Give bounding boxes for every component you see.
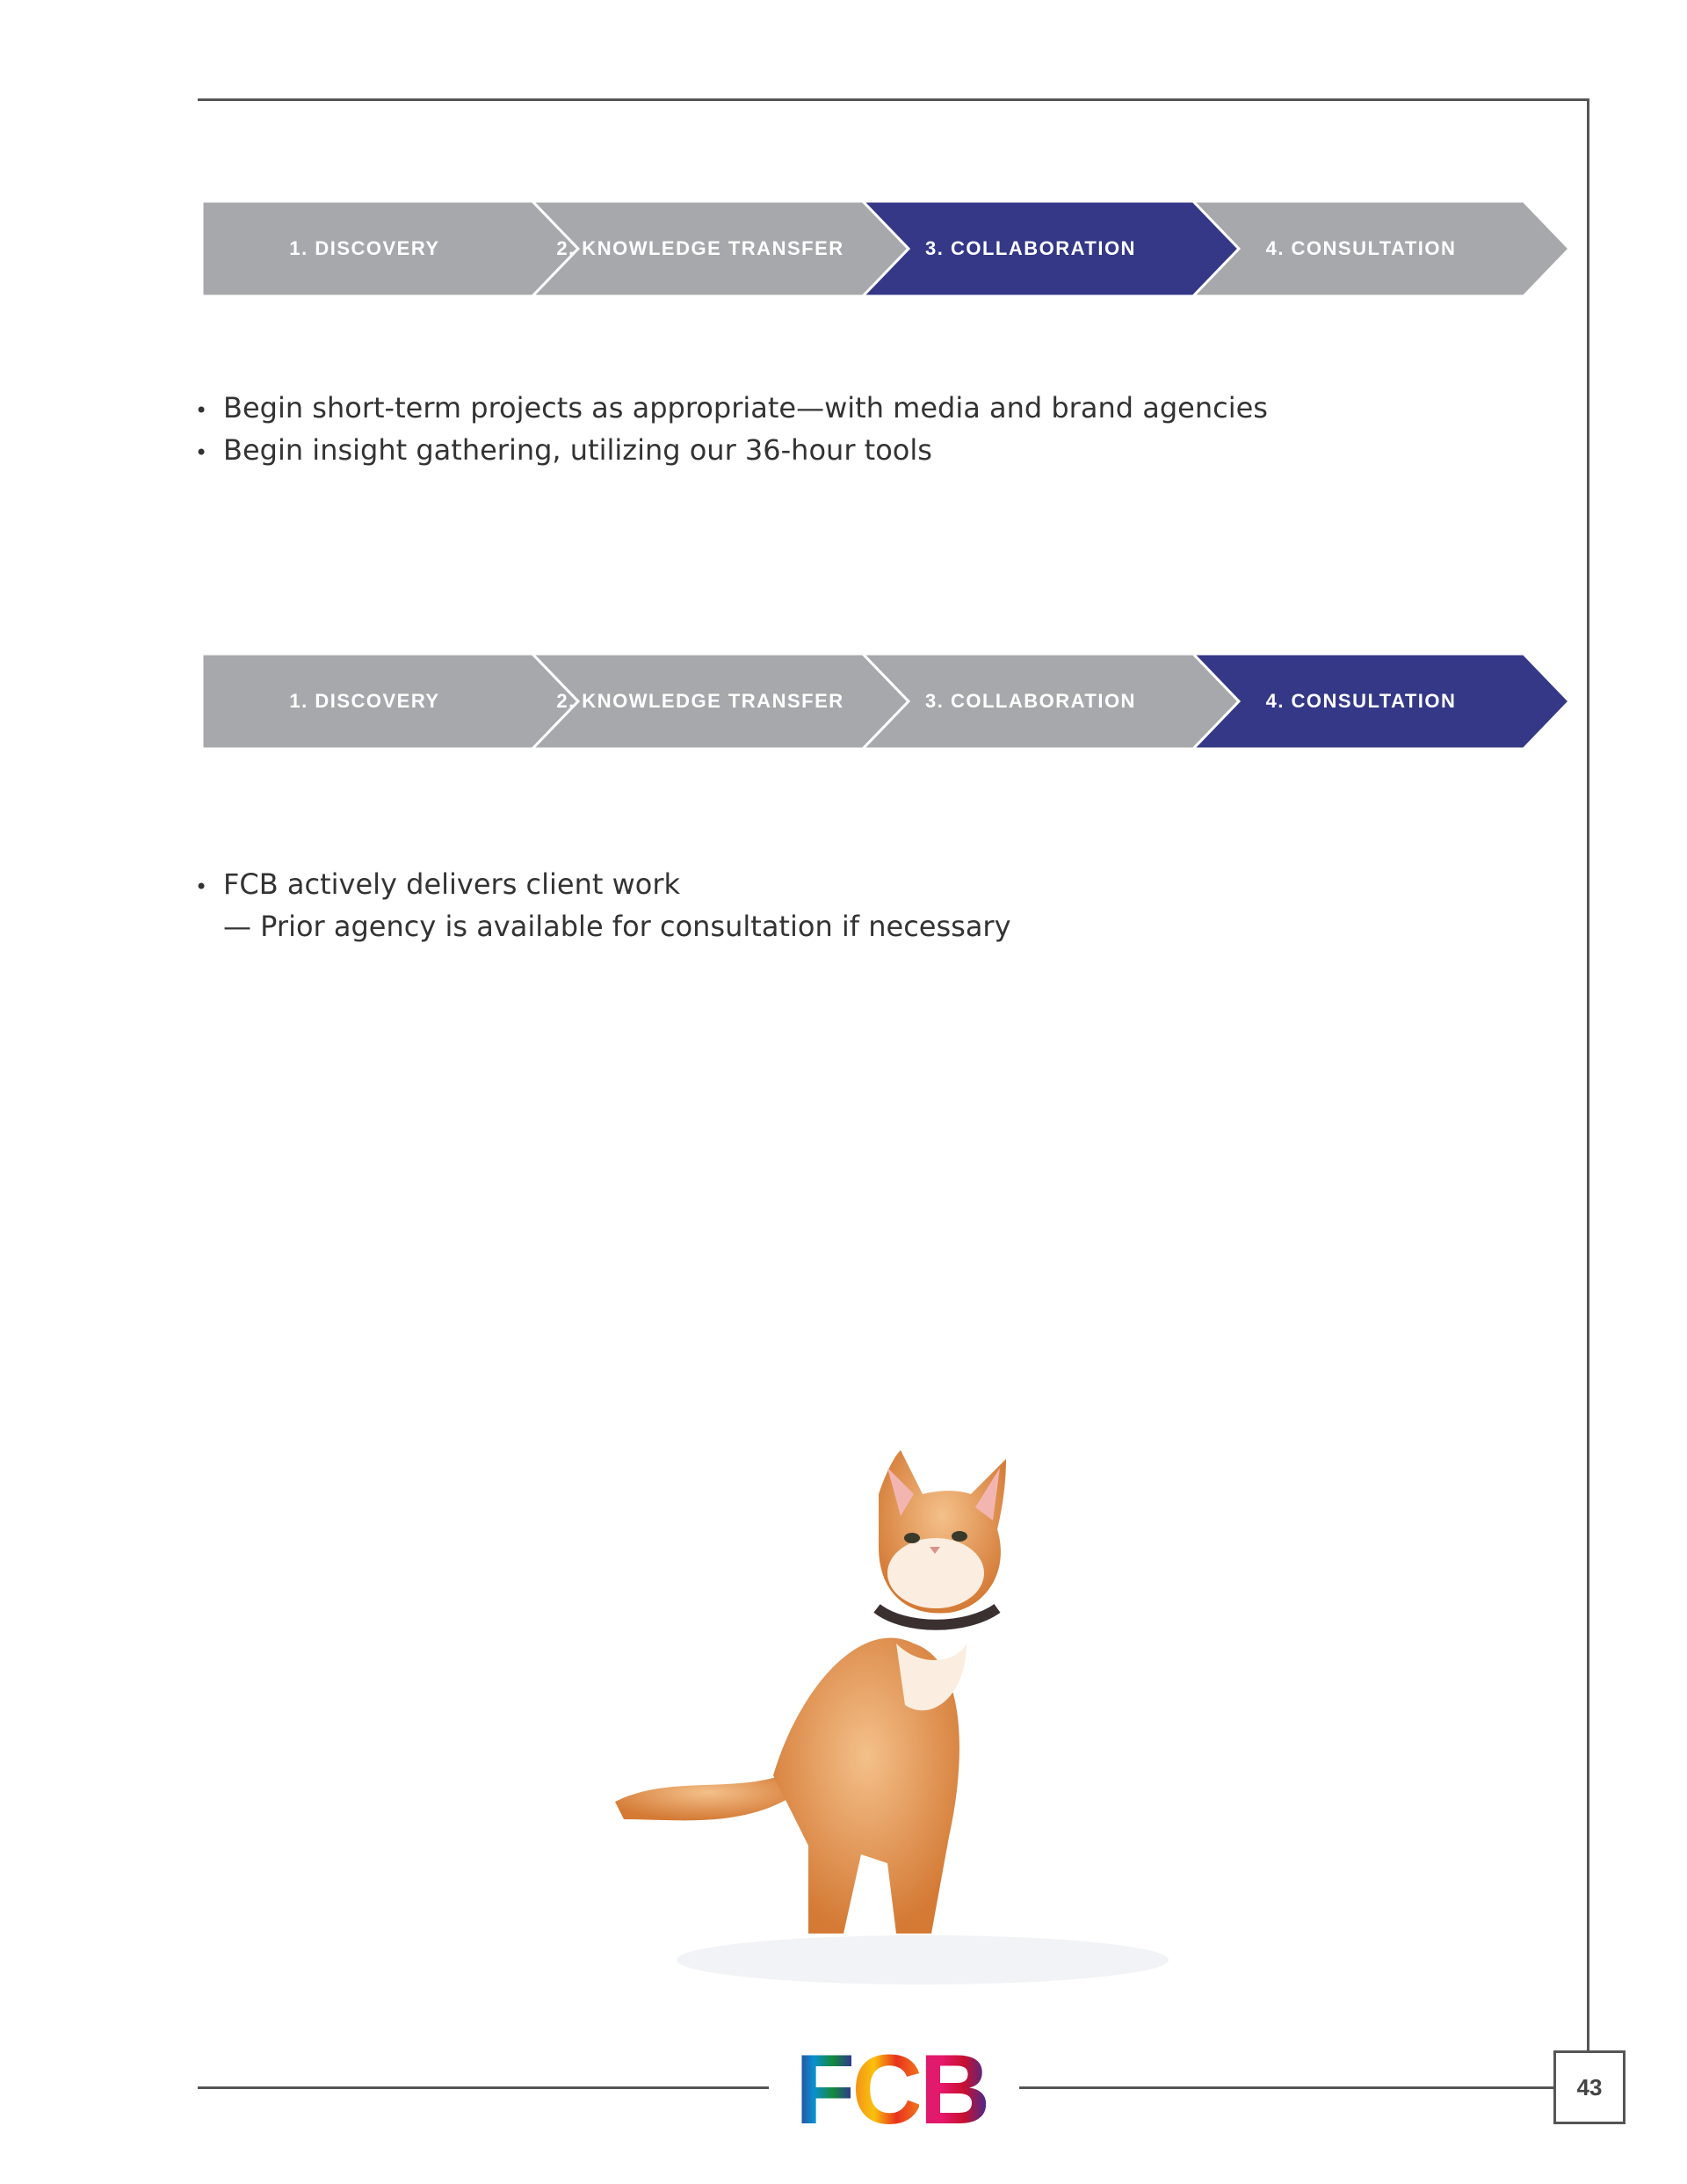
chevron-label-1: 1. DISCOVERY (289, 237, 440, 259)
chevron-label-4: 4. CONSULTATION (1265, 237, 1457, 259)
list-item: • Begin insight gathering, utilizing our 36-hour tools (195, 433, 932, 467)
chevron-label-2: 2. KNOWLEDGE TRANSFER (556, 690, 844, 712)
list-item (195, 905, 1011, 947)
footer-rule-left (198, 2086, 769, 2089)
chevron-label-2: 2. KNOWLEDGE TRANSFER (556, 237, 844, 259)
bullet-list-2 (195, 863, 1011, 947)
chevron-label-4: 4. CONSULTATION (1265, 690, 1457, 712)
bullet-list-1 (195, 387, 1268, 471)
frame-right-rule (1587, 98, 1589, 2051)
page-number: 43 (1553, 2050, 1625, 2124)
list-item: • Begin short-term projects as appropriate—with media and brand agencies (195, 391, 1268, 424)
bullet-text: Begin short-term projects as appropriate—with media and brand agencies (223, 391, 1268, 424)
process-chevrons-1 (0, 201, 1687, 307)
footer-rule-right (1019, 2086, 1555, 2089)
list-item: • FCB actively delivers client work (195, 867, 681, 901)
chevron-label-1: 1. DISCOVERY (289, 690, 440, 712)
bullet-text: FCB actively delivers client work (223, 867, 681, 901)
fcb-logo: FCB (795, 2035, 988, 2144)
bullet-text: Begin insight gathering, utilizing our 36-hour tools (223, 433, 932, 467)
kitten-image (597, 1441, 1177, 2004)
bullet-text: — Prior agency is available for consultation if necessary (223, 910, 1011, 943)
process-chevrons-2 (0, 654, 1687, 759)
chevron-label-3: 3. COLLABORATION (925, 690, 1136, 712)
chevron-label-3: 3. COLLABORATION (925, 237, 1136, 259)
frame-top-rule (198, 98, 1589, 101)
